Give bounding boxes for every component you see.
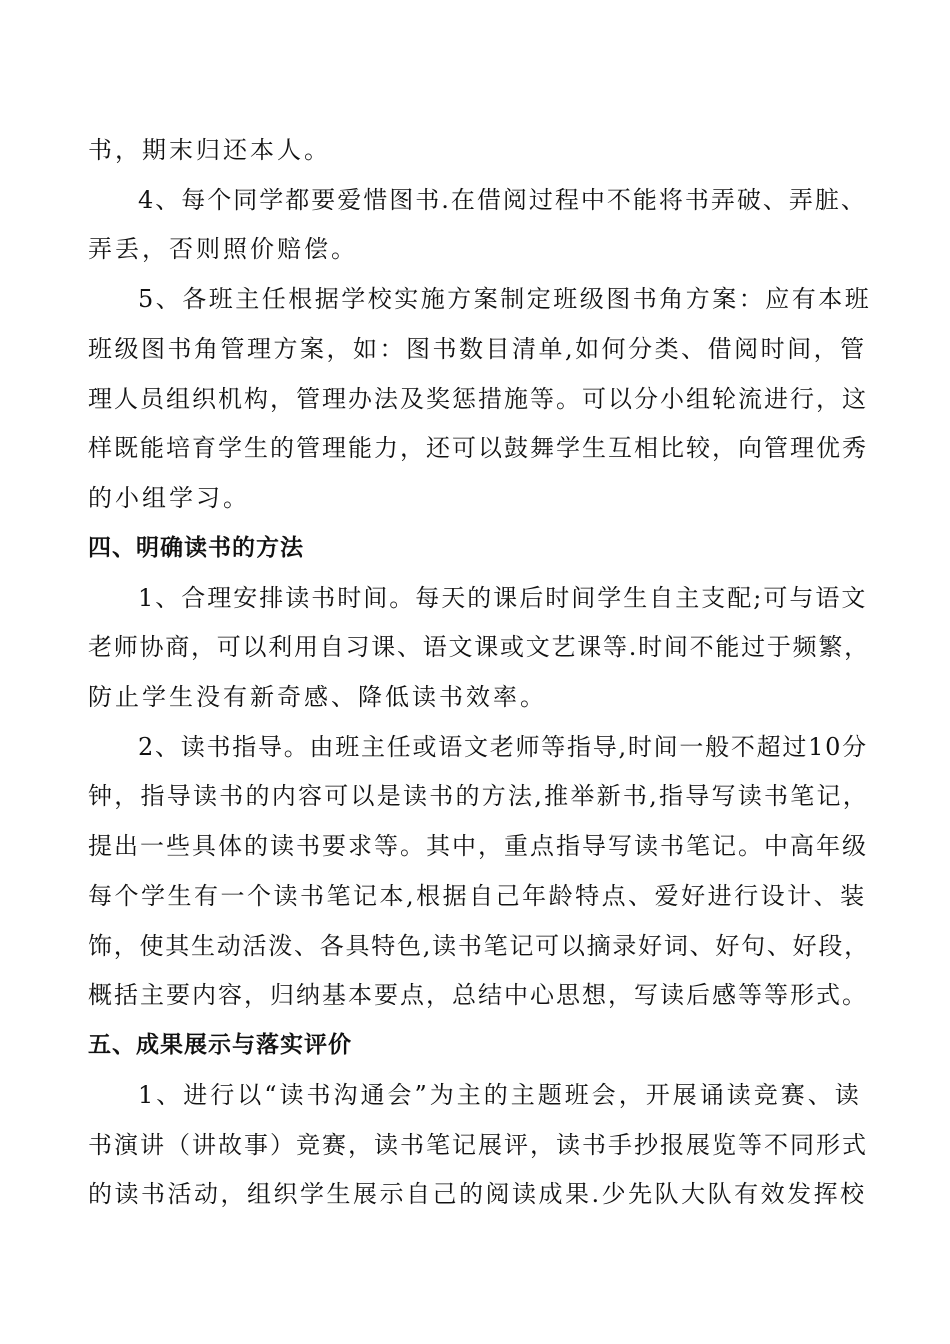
paragraph-line: [0, 580, 950, 616]
heading-text: 四、明确读书的方法: [88, 535, 304, 561]
section-heading: [0, 530, 950, 566]
paragraph-line: [0, 281, 950, 317]
paragraph-line: [0, 381, 950, 417]
line-text: 班级图书角管理方案，如：图书数目清单,如何分类、借阅时间，管: [88, 335, 867, 363]
paragraph-line: [0, 1127, 950, 1163]
line-text: 的小组学习。: [88, 484, 250, 512]
line-text: 1、合理安排读书时间。每天的课后时间学生自主支配;可与语文: [138, 584, 868, 612]
paragraph-line: [0, 928, 950, 964]
paragraph-line: [0, 430, 950, 466]
line-text: 提出一些具体的读书要求等。其中，重点指导写读书笔记。中高年级: [88, 832, 868, 860]
paragraph-line: [0, 629, 950, 665]
paragraph-line: [0, 878, 950, 914]
line-text: 书，期末归还本人。: [88, 136, 331, 164]
paragraph-line: [0, 729, 950, 765]
paragraph-line: [0, 182, 950, 218]
line-text: 老师协商，可以利用自习课、语文课或文艺课等.时间不能过于频繁，: [88, 633, 870, 661]
line-text: 概括主要内容，归纳基本要点，总结中心思想，写读后感等等形式。: [88, 981, 868, 1009]
line-text: 理人员组织机构，管理办法及奖惩措施等。可以分小组轮流进行，这: [88, 385, 868, 413]
line-text: 的读书活动，组织学生展示自己的阅读成果.少先队大队有效发挥校: [88, 1180, 867, 1208]
paragraph-line: [0, 828, 950, 864]
line-text: 书演讲（讲故事）竞赛，读书笔记展评，读书手抄报展览等不同形式: [88, 1131, 868, 1159]
line-text: 2、读书指导。由班主任或语文老师等指导,时间一般不超过10分: [138, 733, 868, 761]
paragraph-line: [0, 331, 950, 367]
line-text: 弄丢，否则照价赔偿。: [88, 235, 358, 263]
paragraph-line: [0, 1176, 950, 1212]
paragraph-line: [0, 977, 950, 1013]
paragraph-line: [0, 231, 950, 267]
line-text: 样既能培育学生的管理能力，还可以鼓舞学生互相比较，向管理优秀: [88, 434, 868, 462]
line-text: 1、进行以“读书沟通会”为主的主题班会，开展诵读竞赛、读: [138, 1081, 862, 1109]
heading-text: 五、成果展示与落实评价: [88, 1032, 352, 1058]
line-text: 饰，使其生动活泼、各具特色,读书笔记可以摘录好词、好句、好段，: [88, 932, 870, 960]
paragraph-line: [0, 480, 950, 516]
section-heading: [0, 1027, 950, 1063]
line-text: 5、各班主任根据学校实施方案制定班级图书角方案：应有本班: [138, 285, 872, 313]
paragraph-line: [0, 1077, 950, 1113]
line-text: 每个学生有一个读书笔记本,根据自己年龄特点、爱好进行设计、装: [88, 882, 867, 910]
paragraph-line: [0, 778, 950, 814]
line-text: 防止学生没有新奇感、降低读书效率。: [88, 683, 547, 711]
paragraph-line: [0, 679, 950, 715]
line-text: 4、每个同学都要爱惜图书.在借阅过程中不能将书弄破、弄脏、: [138, 186, 867, 214]
line-text: 钟，指导读书的内容可以是读书的方法,推举新书,指导写读书笔记，: [88, 782, 870, 810]
paragraph-line: [0, 132, 950, 168]
